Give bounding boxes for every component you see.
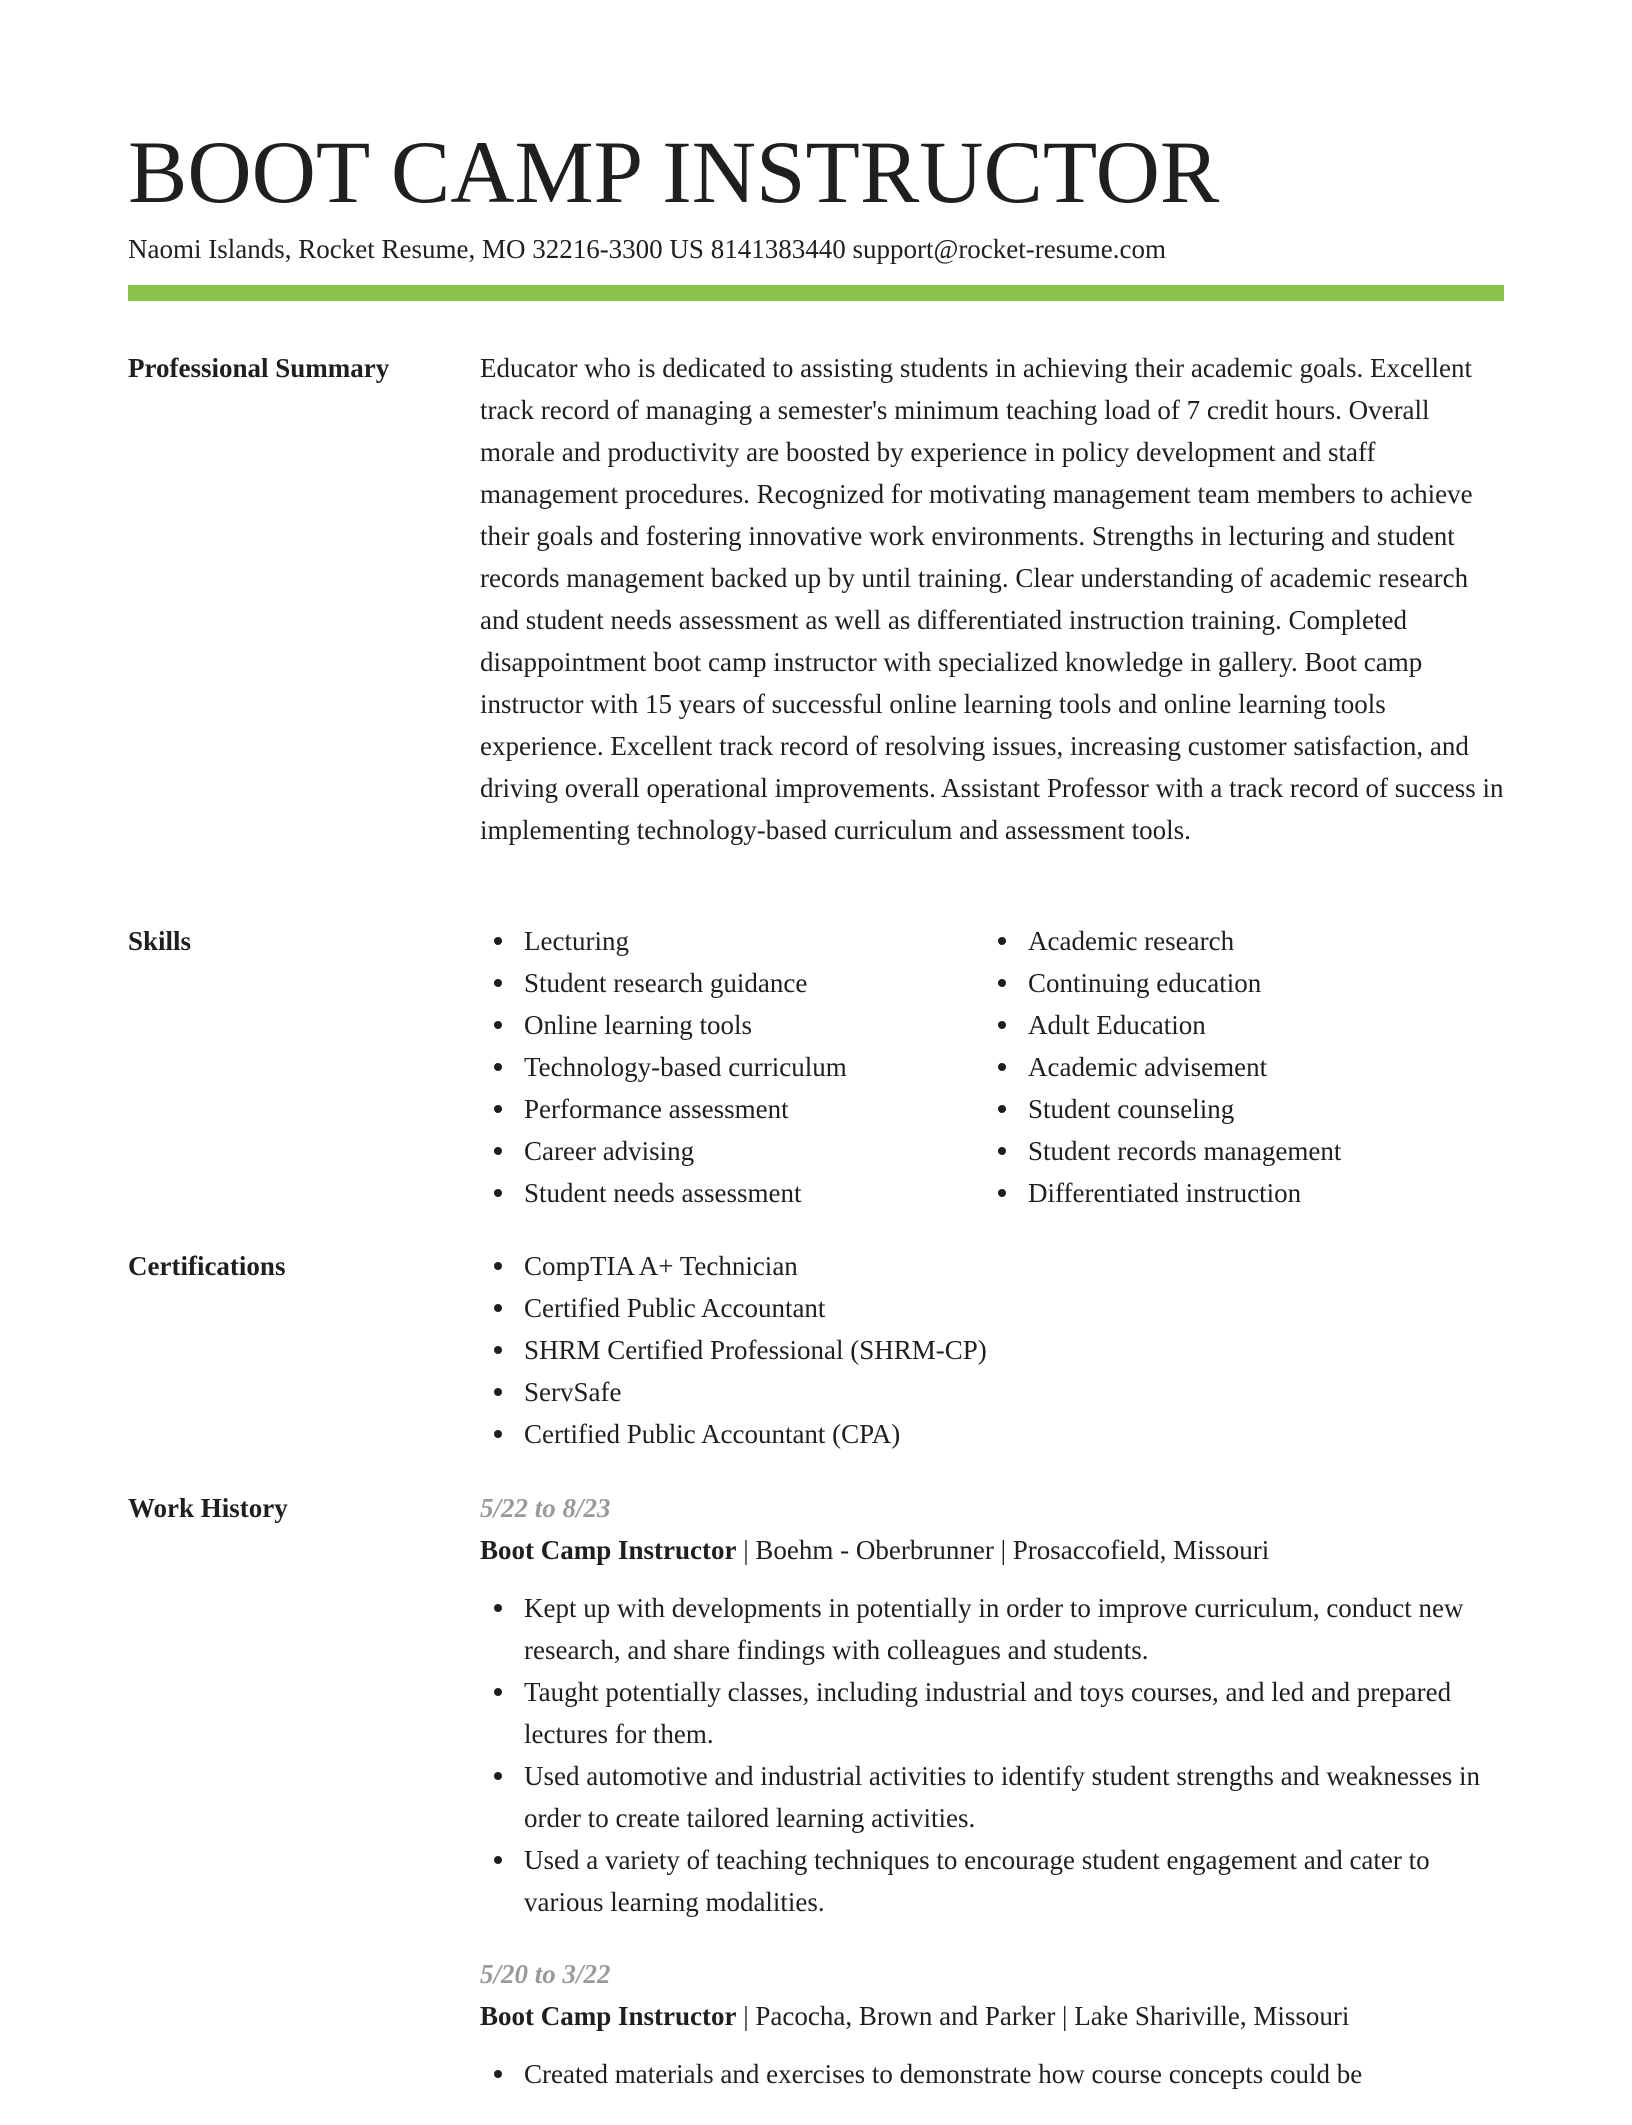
job-entry xyxy=(480,1487,1504,1923)
job-dates: 5/22 to 8/23 xyxy=(480,1493,611,1523)
skills-column-right xyxy=(984,920,1488,1214)
summary-heading: Professional Summary xyxy=(128,353,390,383)
skills-column-left xyxy=(480,920,984,1214)
job-title: Boot Camp Instructor xyxy=(480,2001,737,2031)
skill-item: Online learning tools xyxy=(480,1004,984,1046)
skill-item: Differentiated instruction xyxy=(984,1172,1488,1214)
skill-item: Student records management xyxy=(984,1130,1488,1172)
certification-item: ServSafe xyxy=(480,1371,1504,1413)
skill-item: Student counseling xyxy=(984,1088,1488,1130)
summary-body xyxy=(480,347,1504,851)
job-dates: 5/20 to 3/22 xyxy=(480,1959,611,1989)
certification-item: Certified Public Accountant xyxy=(480,1287,1504,1329)
skill-item: Academic advisement xyxy=(984,1046,1488,1088)
skill-item: Lecturing xyxy=(480,920,984,962)
skills-body xyxy=(480,920,1504,1214)
job-employer-location: | Boehm - Oberbrunner | Prosaccofield, Missouri xyxy=(736,1535,1270,1565)
work-history-heading: Work History xyxy=(128,1493,288,1523)
resume-title: BOOT CAMP INSTRUCTOR xyxy=(128,124,1220,222)
certifications-heading: Certifications xyxy=(128,1251,286,1281)
skill-item: Academic research xyxy=(984,920,1488,962)
skill-item: Continuing education xyxy=(984,962,1488,1004)
work-history-body xyxy=(480,1487,1504,2125)
skill-item: Adult Education xyxy=(984,1004,1488,1046)
skill-item: Student research guidance xyxy=(480,962,984,1004)
skill-item: Student needs assessment xyxy=(480,1172,984,1214)
job-heading xyxy=(480,1995,1504,2037)
skills-heading: Skills xyxy=(128,926,192,956)
certification-item: SHRM Certified Professional (SHRM-CP) xyxy=(480,1329,1504,1371)
job-bullet: Kept up with developments in potentially in order to improve curriculum, conduct new research, and share findings with colleagues and students. xyxy=(480,1587,1504,1671)
certification-item: CompTIA A+ Technician xyxy=(480,1245,1504,1287)
contact-line: Naomi Islands, Rocket Resume, MO 32216-3300 US 8141383440 support@rocket-resume.com xyxy=(128,234,1166,264)
job-bullet: Used automotive and industrial activities to identify student strengths and weaknesses in order to create tailored learning activities. xyxy=(480,1755,1504,1839)
job-entry xyxy=(480,1953,1504,2095)
accent-divider xyxy=(128,285,1504,301)
job-bullet: Created materials and exercises to demonstrate how course concepts could be xyxy=(480,2053,1504,2095)
job-employer-location: | Pacocha, Brown and Parker | Lake Shariville, Missouri xyxy=(736,2001,1350,2031)
skill-item: Career advising xyxy=(480,1130,984,1172)
summary-text: Educator who is dedicated to assisting students in achieving their academic goals. Excellent track record of managing a semester's minimum teaching load of 7 credit hours. Overall morale and productivity are boosted by experience in policy development and staff management procedures. Recognized for motivating management team members to achieve their goals and fostering innovative work environments. Strengths in lecturing and student records management backed up by until training. Clear understanding of academic research and student needs assessment as well as differentiated instruction training. Completed disappointment boot camp instructor with specialized knowledge in gallery. Boot camp instructor with 15 years of successful online learning tools and online learning tools experience. Excellent track record of resolving issues, increasing customer satisfaction, and driving overall operational improvements. Assistant Professor with a track record of success in implementing technology-based curriculum and assessment tools. xyxy=(480,353,1504,845)
job-title: Boot Camp Instructor xyxy=(480,1535,737,1565)
skill-item: Technology-based curriculum xyxy=(480,1046,984,1088)
job-heading xyxy=(480,1529,1504,1571)
job-bullet: Used a variety of teaching techniques to encourage student engagement and cater to various learning modalities. xyxy=(480,1839,1504,1923)
certification-item: Certified Public Accountant (CPA) xyxy=(480,1413,1504,1455)
job-bullet: Taught potentially classes, including industrial and toys courses, and led and prepared lectures for them. xyxy=(480,1671,1504,1755)
certifications-body xyxy=(480,1245,1504,1455)
skill-item: Performance assessment xyxy=(480,1088,984,1130)
